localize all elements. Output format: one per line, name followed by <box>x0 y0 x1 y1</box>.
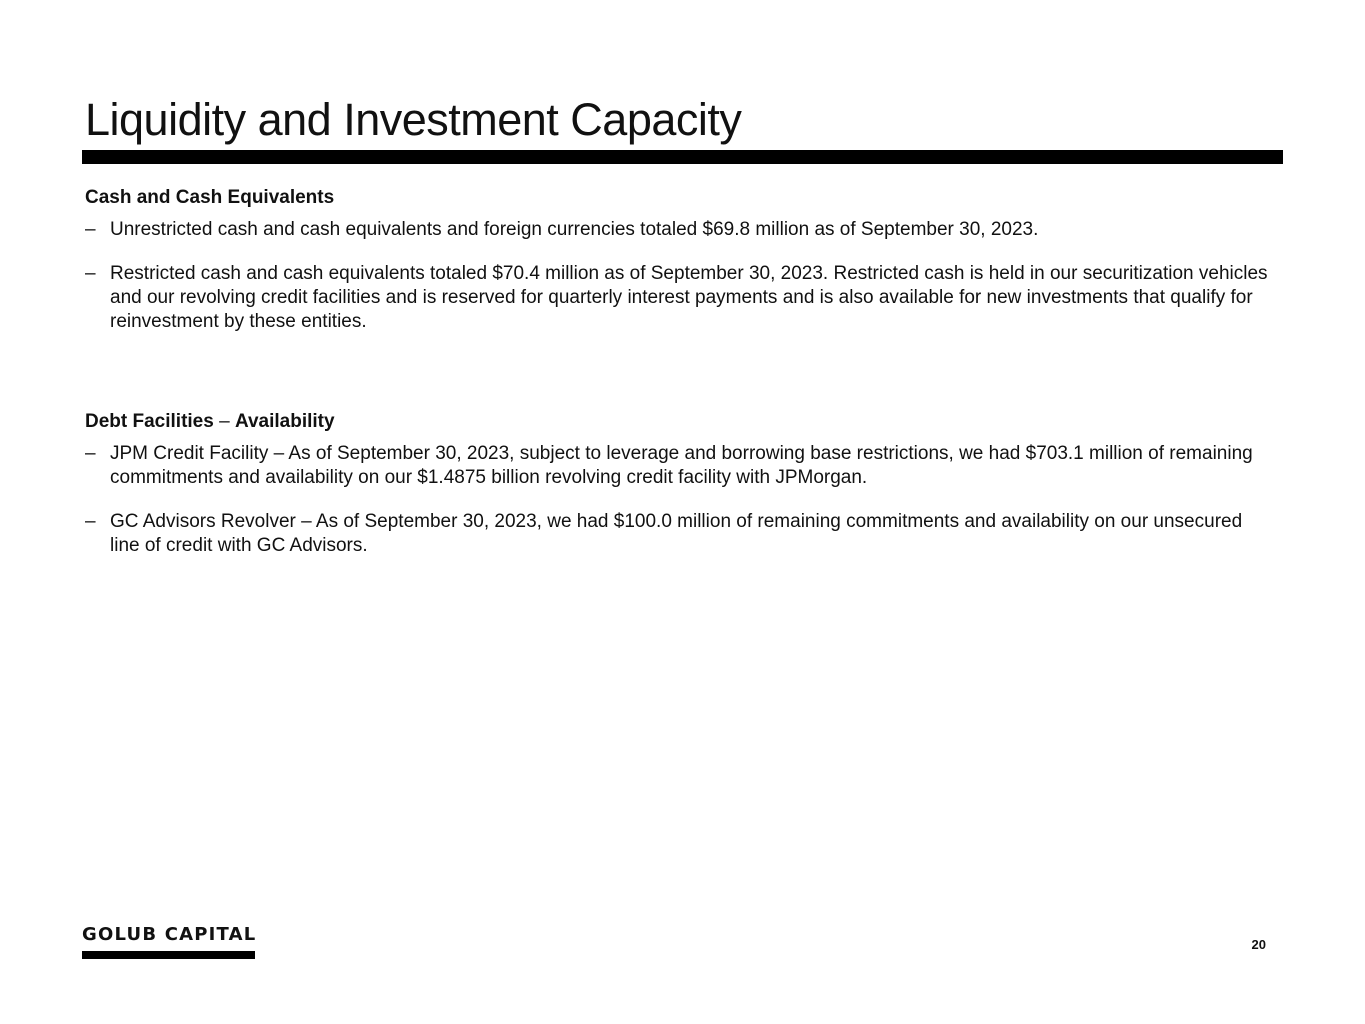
bullet-jpm-credit-facility <box>85 442 1275 490</box>
debt-section-heading <box>85 410 1275 434</box>
logo-text: GOLUB CAPITAL <box>82 924 257 945</box>
page-title: Liquidity and Investment Capacity <box>85 94 742 145</box>
bullet-dash: – <box>85 443 96 464</box>
logo-bar <box>82 951 255 959</box>
bullet-text: Restricted cash and cash equivalents totaled $70.4 million as of September 30, 2023. Restricted cash is held in our securitization vehicles and our revolving credit facilities and is reserved for quarterly interest payments and is also available for new investments that qualify for reinvestment by these entities. <box>110 263 1268 332</box>
bullet-restricted-cash <box>85 262 1275 334</box>
bullet-dash: – <box>85 511 96 532</box>
cash-section-heading: Cash and Cash Equivalents <box>85 187 335 208</box>
title-rule <box>82 150 1283 164</box>
cash-section <box>85 186 1275 354</box>
bullet-text: GC Advisors Revolver – As of September 30, 2023, we had $100.0 million of remaining commitments and availability on our unsecured line of credit with GC Advisors. <box>110 511 1243 556</box>
bullet-gc-advisors-revolver <box>85 510 1275 558</box>
debt-heading-separator: – <box>213 411 235 432</box>
bullet-dash: – <box>85 219 96 240</box>
bullet-text: JPM Credit Facility – As of September 30, 2023, subject to leverage and borrowing base restrictions, we had $703.1 million of remaining commitments and availability on our $1.4875 billion revolving credit facility with JPMorgan. <box>110 443 1253 488</box>
debt-section <box>85 410 1275 578</box>
debt-heading-part1: Debt Facilities <box>85 411 214 432</box>
page-number: 20 <box>1251 937 1266 952</box>
bullet-dash: – <box>85 263 96 284</box>
bullet-unrestricted-cash <box>85 218 1275 242</box>
debt-heading-part2: Availability <box>234 411 335 432</box>
golub-capital-logo <box>82 924 255 959</box>
bullet-text: Unrestricted cash and cash equivalents and foreign currencies totaled $69.8 million as of September 30, 2023. <box>110 219 1039 240</box>
